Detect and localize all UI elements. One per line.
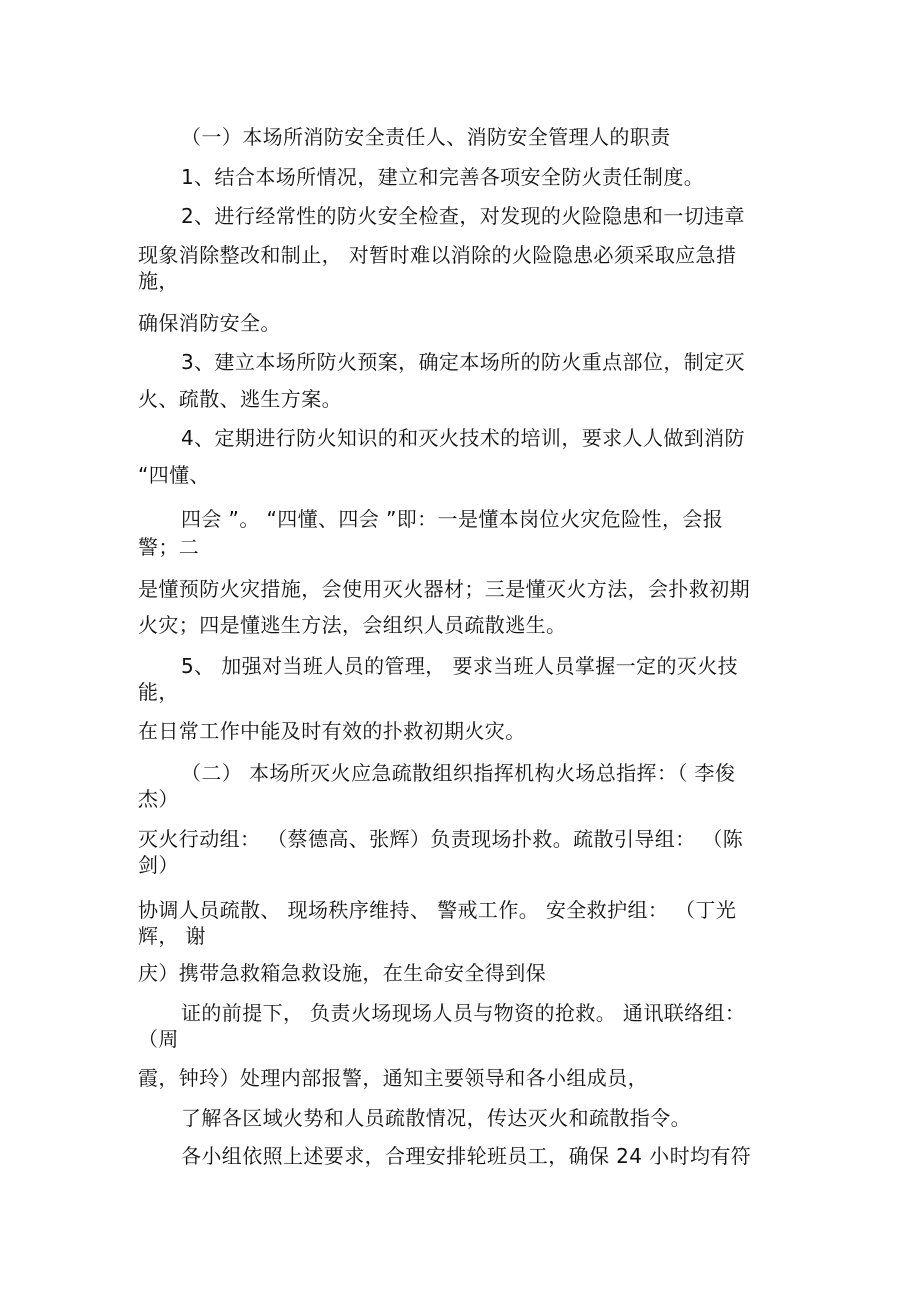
paragraph-line: （周 [138, 1027, 179, 1051]
paragraph-line: 现象消除整改和制止， 对暂时难以消除的火险隐患必须采取应急措 [138, 243, 737, 267]
paragraph-line: 4、定期进行防火知识的和灭火技术的培训，要求人人做到消防 [181, 426, 745, 450]
paragraph-line: 霞，钟玲）处理内部报警，通知主要领导和各小组成员， [138, 1066, 648, 1090]
paragraph-line: 火、疏散、逃生方案。 [138, 387, 342, 411]
paragraph-line: “四懂、 [138, 463, 210, 487]
paragraph-line: 1、结合本场所情况，建立和完善各项安全防火责任制度。 [181, 165, 705, 189]
paragraph-line: 警；二 [138, 535, 200, 559]
paragraph-line: 各小组依照上述要求，合理安排轮班员工，确保 24 小时均有符 [181, 1144, 752, 1168]
paragraph-line: 协调人员疏散、 现场秩序维持、 警戒工作。 安全救护组： （丁光 [138, 898, 737, 922]
paragraph-line: 火灾；四是懂逃生方法，会组织人员疏散逃生。 [138, 613, 567, 637]
section-heading-1: （一）本场所消防安全责任人、消防安全管理人的职责 [181, 125, 671, 149]
paragraph-line: 剑） [138, 853, 179, 877]
paragraph-line: 杰） [138, 787, 179, 811]
paragraph-line: 能， [138, 680, 179, 704]
paragraph-line: 确保消防安全。 [138, 311, 281, 335]
paragraph-line: 四会 ”。 “四懂、四会 ”即：一是懂本岗位火灾危险性，会报 [181, 507, 724, 531]
paragraph-line: 5、 加强对当班人员的管理， 要求当班人员掌握一定的灭火技 [181, 654, 739, 678]
paragraph-line: 施， [138, 269, 179, 293]
paragraph-line: 灭火行动组： （蔡德高、张辉）负责现场扑救。疏散引导组： （陈 [138, 827, 744, 851]
section-heading-2: （二） 本场所灭火应急疏散组织指挥机构火场总指挥：（ 李俊 [181, 761, 736, 785]
paragraph-line: 3、建立本场所防火预案，确定本场所的防火重点部位，制定灭 [181, 350, 745, 374]
paragraph-line: 辉， 谢 [138, 924, 206, 948]
paragraph-line: 证的前提下， 负责火场现场人员与物资的抢救。 通讯联络组： [181, 1001, 746, 1025]
paragraph-line: 2、进行经常性的防火安全检查，对发现的火险隐患和一切违章 [181, 204, 745, 228]
paragraph-line: 在日常工作中能及时有效的扑救初期火灾。 [138, 719, 526, 743]
paragraph-line: 庆）携带急救箱急救设施，在生命安全得到保 [138, 961, 546, 985]
paragraph-line: 了解各区域火势和人员疏散情况，传达灭火和疏散指令。 [181, 1106, 691, 1130]
paragraph-line: 是懂预防火灾措施，会使用灭火器材；三是懂灭火方法，会扑救初期 [138, 577, 750, 601]
